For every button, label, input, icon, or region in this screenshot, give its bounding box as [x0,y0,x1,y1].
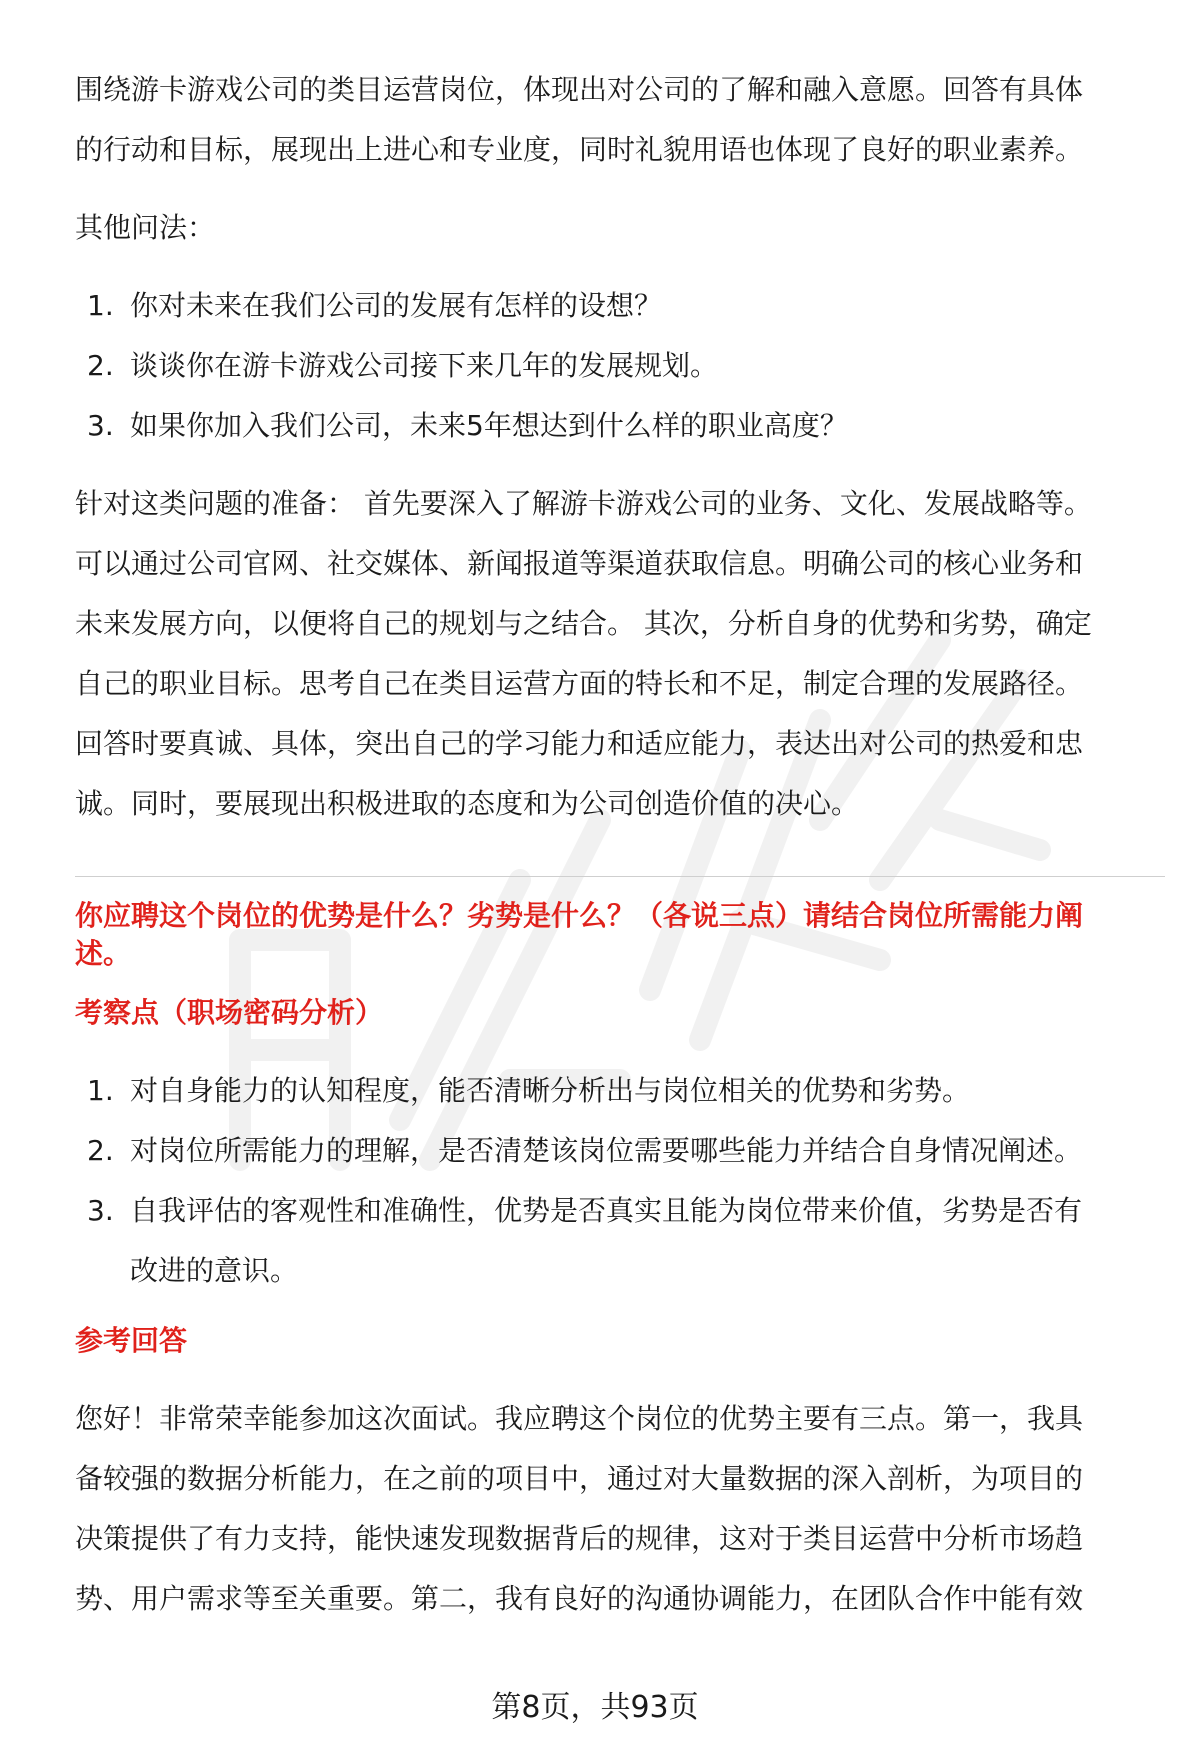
list-item-text: 你对未来在我们公司的发展有怎样的设想？ [130,289,663,322]
reference-line: 备较强的数据分析能力，在之前的项目中，通过对大量数据的深入剖析，为项目的 [75,1462,1084,1495]
list-item-text: 对岗位所需能力的理解，是否清楚该岗位需要哪些能力并结合自身情况阐述。 [130,1134,1083,1167]
intro-paragraph [75,60,1165,180]
list-item-number: 1. [87,1074,114,1107]
list-item [75,1181,1165,1301]
list-item-number: 2. [87,1134,114,1167]
page-number: 第8页，共93页 [491,1690,699,1725]
list-item [75,396,1165,456]
preparation-paragraph [75,474,1165,834]
intro-line: 的行动和目标，展现出上进心和专业度，同时礼貌用语也体现了良好的职业素养。 [75,133,1084,166]
list-item [75,276,1165,336]
question-title-line: 你应聘这个岗位的优势是什么？劣势是什么？（各说三点）请结合岗位所需能力阐 [75,899,1084,932]
reference-line: 决策提供了有力支持，能快速发现数据背后的规律，这对于类目运营中分析市场趋 [75,1522,1084,1555]
preparation-line: 可以通过公司官网、社交媒体、新闻报道等渠道获取信息。明确公司的核心业务和 [75,547,1084,580]
list-item-text: 如果你加入我们公司，未来5年想达到什么样的职业高度？ [130,409,848,442]
list-item-text: 改进的意识。 [130,1254,299,1287]
list-item-number: 2. [87,349,114,382]
list-item [75,1061,1165,1121]
reference-heading: 参考回答 [75,1324,188,1357]
preparation-line: 针对这类问题的准备： 首先要深入了解游卡游戏公司的业务、文化、发展战略等。 [75,487,1092,520]
list-item-number: 1. [87,289,114,322]
reference-paragraph [75,1389,1165,1629]
content-area [75,60,1165,1629]
list-item-number: 3. [87,409,114,442]
analysis-list [75,1061,1165,1301]
reference-line: 您好！非常荣幸能参加这次面试。我应聘这个岗位的优势主要有三点。第一，我具 [75,1402,1084,1435]
preparation-line: 未来发展方向，以便将自己的规划与之结合。 其次，分析自身的优势和劣势，确定 [75,607,1092,640]
intro-line: 围绕游卡游戏公司的类目运营岗位，体现出对公司的了解和融入意愿。回答有具体 [75,73,1084,106]
reference-line: 势、用户需求等至关重要。第二，我有良好的沟通协调能力，在团队合作中能有效 [75,1582,1084,1615]
question-heading [75,897,1165,973]
list-item [75,336,1165,396]
analysis-heading: 考察点（职场密码分析） [75,996,384,1029]
preparation-line: 回答时要真诚、具体，突出自己的学习能力和适应能力，表达出对公司的热爱和忠 [75,727,1084,760]
other-questions-label: 其他问法： [75,211,216,244]
preparation-line: 自己的职业目标。思考自己在类目运营方面的特长和不足，制定合理的发展路径。 [75,667,1084,700]
preparation-line: 诚。同时，要展现出积极进取的态度和为公司创造价值的决心。 [75,787,860,820]
list-item-number: 3. [87,1194,114,1227]
other-questions-list [75,276,1165,456]
list-item-text: 对自身能力的认知程度，能否清晰分析出与岗位相关的优势和劣势。 [130,1074,971,1107]
list-item-text: 自我评估的客观性和准确性，优势是否真实且能为岗位带来价值，劣势是否有 [130,1194,1083,1227]
list-item [75,1121,1165,1181]
question-title-line: 述。 [75,937,132,970]
list-item-text: 谈谈你在游卡游戏公司接下来几年的发展规划。 [130,349,719,382]
